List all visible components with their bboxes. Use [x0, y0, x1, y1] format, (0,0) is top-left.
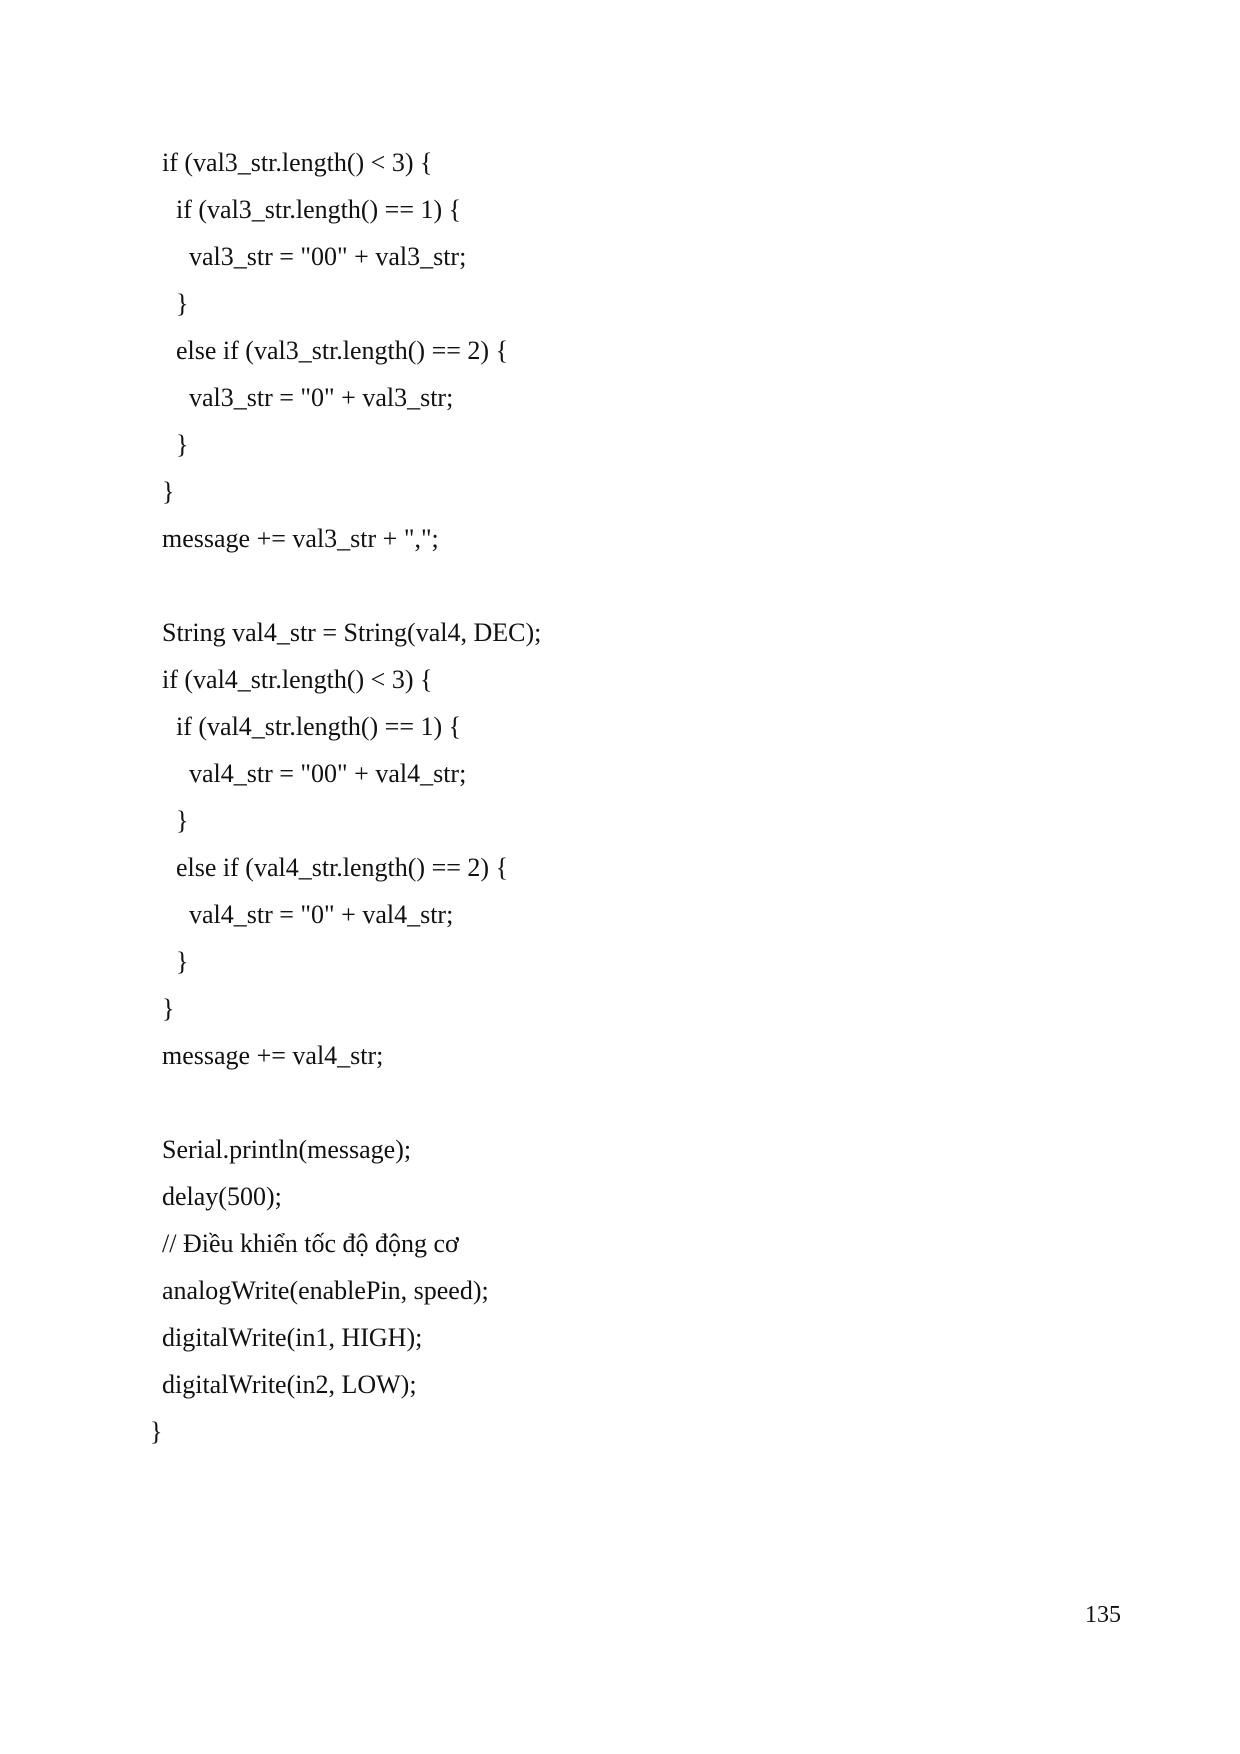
code-line: } — [150, 1417, 163, 1446]
code-line: message += val4_str; — [162, 1041, 384, 1070]
code-line: digitalWrite(in1, HIGH); — [162, 1323, 423, 1352]
code-line: val4_str = "00" + val4_str; — [189, 759, 467, 788]
code-line: delay(500); — [162, 1182, 282, 1211]
code-line: val3_str = "00" + val3_str; — [189, 242, 467, 271]
code-line: digitalWrite(in2, LOW); — [162, 1370, 417, 1399]
code-line: } — [176, 430, 189, 459]
code-comment: // Điều khiển tốc độ động cơ — [162, 1229, 459, 1258]
code-line: } — [162, 994, 175, 1023]
code-line: } — [176, 806, 189, 835]
code-line: String val4_str = String(val4, DEC); — [162, 618, 542, 647]
code-line: } — [162, 477, 175, 506]
blank-line — [0, 562, 1240, 609]
code-line: } — [176, 289, 189, 318]
code-line: val3_str = "0" + val3_str; — [189, 383, 454, 412]
code-line: else if (val3_str.length() == 2) { — [176, 336, 509, 365]
code-line: analogWrite(enablePin, speed); — [162, 1276, 489, 1305]
code-line: if (val4_str.length() == 1) { — [176, 712, 462, 741]
code-line: message += val3_str + ","; — [162, 524, 439, 553]
code-listing — [0, 139, 1240, 1455]
code-line: Serial.println(message); — [162, 1135, 412, 1164]
code-line: val4_str = "0" + val4_str; — [189, 900, 454, 929]
code-line: else if (val4_str.length() == 2) { — [176, 853, 509, 882]
page-number: 135 — [1085, 1602, 1121, 1628]
code-line: if (val4_str.length() < 3) { — [162, 665, 433, 694]
code-line: if (val3_str.length() < 3) { — [162, 148, 433, 177]
blank-line — [0, 1079, 1240, 1126]
code-line: if (val3_str.length() == 1) { — [176, 195, 462, 224]
code-line: } — [176, 947, 189, 976]
